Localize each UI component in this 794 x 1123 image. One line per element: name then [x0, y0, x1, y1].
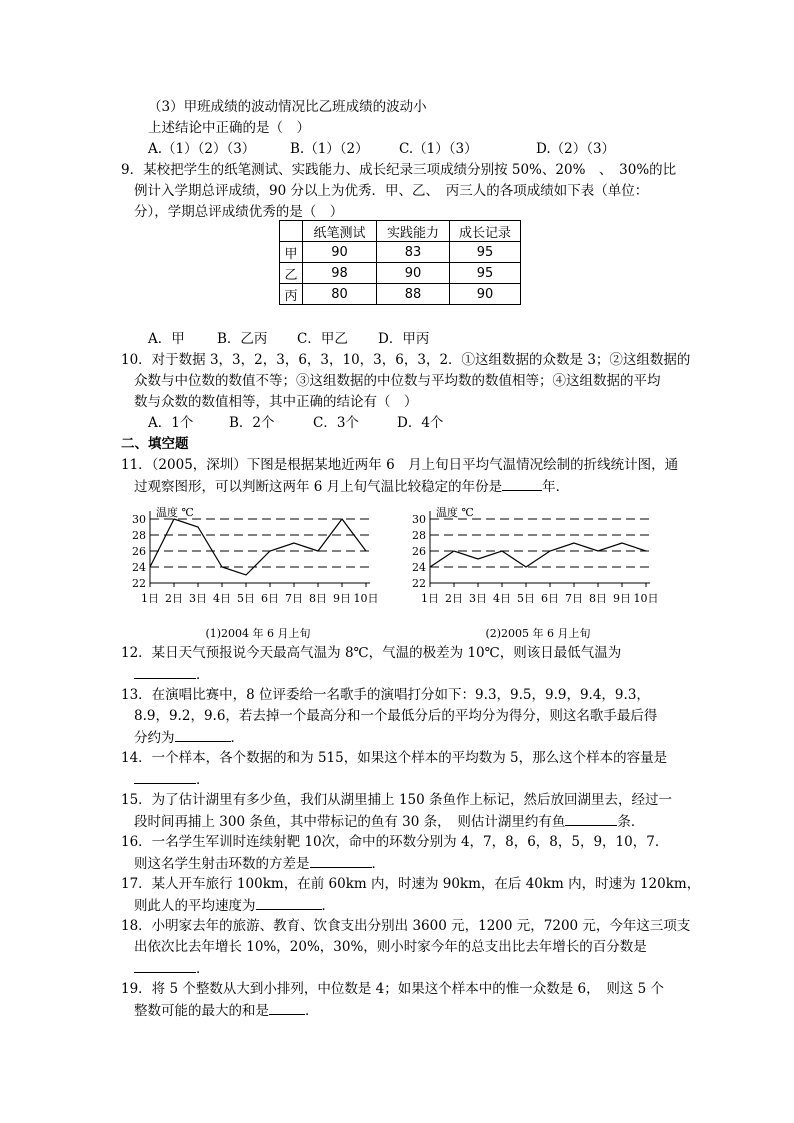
answer-blank [175, 727, 231, 742]
x-tick-label: 3日 [189, 592, 207, 605]
answer-blank [134, 958, 196, 973]
q10-option-d: D．4个 [397, 415, 444, 431]
table-row [280, 284, 521, 305]
q12-line1: 12．某日天气预报说今天最高气温为 8℃，气温的极差为 10℃，则该日最低气温为 [121, 645, 622, 661]
q17-text-end: ． [321, 898, 335, 914]
q9-option-d: D．甲丙 [378, 331, 430, 347]
table-cell: 88 [377, 284, 450, 305]
q15-text-end: 条． [617, 814, 645, 830]
q9-line3: 分），学期总评成绩优秀的是（ ） [134, 204, 344, 220]
q10-line2: 众数与中位数的数值不等；③这组数据的中位数与平均数的数值相等；④这组数据的平均 [134, 373, 661, 389]
x-tick-label: 9日 [333, 592, 351, 605]
y-axis-label: 温度 ℃ [156, 506, 194, 519]
q14-text-end: ． [196, 772, 210, 788]
q19-line1: 19．将 5 个整数从大到小排列，中位数是 4；如果这个样本中的惟一众数是 6， 则这 5 个 [121, 981, 665, 997]
score-table [279, 220, 521, 305]
q13-text: 分约为 [134, 730, 175, 746]
x-tick-label: 5日 [237, 592, 255, 605]
q13-text-end: ． [230, 730, 244, 746]
q15-line2 [134, 811, 644, 832]
x-tick-label: 4日 [213, 592, 231, 605]
q19-text: 整数可能的最大的和是 [134, 1003, 269, 1019]
section-heading: 二、填空题 [121, 436, 189, 452]
x-tick-label: 6日 [261, 592, 279, 605]
chart-caption: (2)2005 年 6 月上旬 [485, 627, 591, 640]
q10-option-c: C．3个 [313, 415, 359, 431]
x-tick-label: 7日 [285, 592, 303, 605]
q13-line2: 8.9，9.2，9.6，若去掉一个最高分和一个最低分后的平均分为得分，则这名歌手最后得 [134, 708, 658, 724]
q19-text-end: ． [305, 1003, 319, 1019]
q18-line3 [134, 958, 210, 979]
q8-item3: （3）甲班成绩的波动情况比乙班成绩的波动小 [148, 99, 427, 115]
q11-line1: 11．（2005，深圳）下图是根据某地近两年 6 月上旬日平均气温情况绘制的折线统计图，通 [121, 457, 679, 473]
series-line [430, 543, 646, 567]
table-cell: 90 [450, 284, 521, 305]
q10-line1: 10．对于数据 3，3，2，3，6，3，10，3，6，3，2．①这组数据的众数是 3；②这组数据的 [121, 352, 691, 368]
y-tick-label: 30 [132, 513, 146, 526]
x-tick-label: 10日 [353, 592, 379, 605]
line-chart-2005 [398, 503, 668, 643]
q11-text-end: 年． [542, 479, 570, 495]
answer-blank [134, 769, 196, 784]
y-tick-label: 28 [412, 529, 426, 542]
q8-option-b: B.（1）（2） [290, 141, 369, 157]
q10-line3: 数与众数的数值相等，其中正确的结论有（ ） [134, 394, 418, 410]
table-cell: 98 [303, 263, 377, 284]
x-tick-label: 2日 [165, 592, 183, 605]
x-tick-label: 1日 [421, 592, 439, 605]
answer-blank [256, 895, 322, 910]
q15-line1: 15．为了估计湖里有多少鱼，我们从湖里捕上 150 条鱼作上标记，然后放回湖里去，经过一 [121, 792, 673, 808]
q18-text-end: ． [196, 961, 210, 977]
q16-text-end: ． [371, 856, 385, 872]
y-tick-label: 22 [132, 577, 146, 590]
table-header-cell [280, 221, 303, 242]
q8-option-c: C.（1）（3） [399, 141, 478, 157]
q16-text: 则这名学生射击环数的方差是 [134, 856, 310, 872]
x-tick-label: 5日 [517, 592, 535, 605]
q10-option-b: B．2个 [229, 415, 275, 431]
q11-line2 [134, 476, 569, 497]
q14-line1: 14．一个样本，各个数据的和为 515，如果这个样本的平均数为 5，那么这个样本的容量是 [121, 750, 668, 766]
table-header-cell: 成长记录 [450, 221, 521, 242]
y-tick-label: 28 [132, 529, 146, 542]
q9-line1: 9．某校把学生的纸笔测试、实践能力、成长纪录三项成绩分别按 50%、20% 、 30%的比 [121, 162, 677, 178]
q19-line2 [134, 1000, 319, 1021]
q9-option-a: A．甲 [148, 331, 185, 347]
q17-text: 则此人的平均速度为 [134, 898, 256, 914]
q8-option-a: A.（1）（2）（3） [148, 141, 256, 157]
q18-line1: 18．小明家去年的旅游、教育、饮食支出分别出 3600 元，1200 元，7200 元，今年这三项支 [121, 918, 691, 934]
x-tick-label: 8日 [309, 592, 327, 605]
q12-line2 [134, 664, 210, 685]
x-tick-label: 9日 [613, 592, 631, 605]
y-tick-label: 26 [132, 545, 146, 558]
q14-line2 [134, 769, 210, 790]
table-header-cell: 纸笔测试 [303, 221, 377, 242]
table-cell: 乙 [280, 263, 303, 284]
answer-blank [269, 1000, 305, 1015]
q18-line2: 出依次比去年增长 10%，20%，30%，则小时家今年的总支出比去年增长的百分数是 [134, 939, 647, 955]
x-tick-label: 8日 [589, 592, 607, 605]
table-cell: 90 [303, 242, 377, 263]
chart-caption: (1)2004 年 6 月上旬 [205, 627, 311, 640]
y-tick-label: 22 [412, 577, 426, 590]
q8-option-d: D.（2）（3） [536, 141, 616, 157]
x-tick-label: 4日 [493, 592, 511, 605]
q15-text: 段时间再捕上 300 条鱼，其中带标记的鱼有 30 条， 则估计湖里约有鱼 [134, 814, 566, 830]
table-row [280, 242, 521, 263]
x-tick-label: 3日 [469, 592, 487, 605]
x-tick-label: 2日 [445, 592, 463, 605]
table-row [280, 263, 521, 284]
q16-line2 [134, 853, 385, 874]
q11-text: 过观察图形，可以判断这两年 6 月上旬气温比较稳定的年份是 [134, 479, 503, 495]
y-tick-label: 24 [412, 561, 426, 574]
q13-line1: 13．在演唱比赛中，8 位评委给一名歌手的演唱打分如下：9.3，9.5，9.9，9.4，9.3， [121, 687, 650, 703]
table-cell: 95 [450, 242, 521, 263]
line-chart-2004 [118, 503, 388, 643]
table-cell: 95 [450, 263, 521, 284]
table-cell: 83 [377, 242, 450, 263]
q9-option-b: B．乙丙 [217, 331, 268, 347]
y-tick-label: 30 [412, 513, 426, 526]
q13-line3 [134, 727, 244, 748]
y-tick-label: 24 [132, 561, 146, 574]
y-tick-label: 26 [412, 545, 426, 558]
q16-line1: 16．一名学生军训时连续射靶 10次，命中的环数分别为 4，7，8，6，8，5，9，10，7． [121, 834, 669, 850]
table-cell: 丙 [280, 284, 303, 305]
x-tick-label: 6日 [541, 592, 559, 605]
q12-text-end: ． [196, 667, 210, 683]
answer-blank [310, 853, 372, 868]
x-tick-label: 1日 [141, 592, 159, 605]
table-header-cell: 实践能力 [377, 221, 450, 242]
q10-option-a: A．1个 [148, 415, 194, 431]
table-header-row [280, 221, 521, 242]
table-cell: 甲 [280, 242, 303, 263]
answer-blank [134, 664, 196, 679]
q8-stem: 上述结论中正确的是（ ） [148, 120, 310, 136]
table-cell: 80 [303, 284, 377, 305]
x-tick-label: 10日 [633, 592, 659, 605]
x-tick-label: 7日 [565, 592, 583, 605]
q17-line1: 17．某人开车旅行 100km，在前 60km 内，时速为 90km，在后 40km 内，时速为 120km， [121, 876, 701, 892]
q9-line2: 例计入学期总评成绩，90 分以上为优秀．甲、乙、 丙三人的各项成绩如下表（单位： [134, 183, 649, 199]
q9-option-c: C．甲乙 [297, 331, 348, 347]
answer-blank [502, 476, 542, 491]
table-cell: 90 [377, 263, 450, 284]
answer-blank [565, 811, 617, 826]
y-axis-label: 温度 ℃ [436, 506, 474, 519]
q17-line2 [134, 895, 335, 916]
